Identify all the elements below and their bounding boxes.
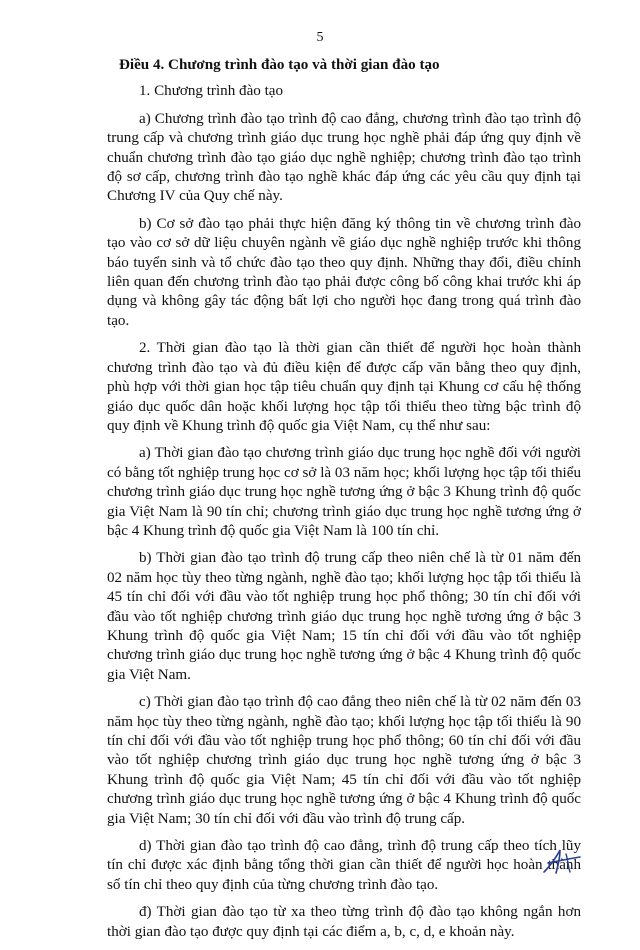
paragraph-2c: c) Thời gian đào tạo trình độ cao đẳng theo niên chế là từ 02 năm đến 03 năm học tùy theo từng ngành, nghề đào tạo; khối lượng học tập tối thiểu là 90 tín chỉ đối với đầu vào tốt nghiệp trung học phổ thông; 60 tín chỉ đối với đầu vào tốt nghiệp chương trình giáo dục trung học nghề tương ứng ở bậc 3 Khung trình độ quốc gia Việt Nam; 45 tín chỉ đối với đầu vào tốt nghiệp chương trình giáo dục trung học nghề tương ứng ở bậc 4 Khung trình độ quốc gia Việt Nam; 30 tín chỉ đối với đầu vào trình độ trung cấp. xyxy=(107,694,581,827)
paragraph-2dd: đ) Thời gian đào tạo từ xa theo từng trình độ đào tạo không ngắn hơn thời gian đào tạo được quy định tại các điểm a, b, c, d, e khoản này. xyxy=(107,904,581,940)
signature-initials xyxy=(538,846,586,876)
paragraph-2a: a) Thời gian đào tạo chương trình giáo dục trung học nghề đối với người có bằng tốt nghiệp trung học cơ sở là 03 năm học; khối lượng học tập tối thiểu chương trình giáo dục trung học nghề tương ứng ở bậc 3 Khung trình độ quốc gia Việt Nam là 90 tín chỉ; chương trình giáo dục trung học nghề tương ứng ở bậc 4 Khung trình độ quốc gia Việt Nam là 100 tín chỉ. xyxy=(107,445,581,539)
article-heading: Điều 4. Chương trình đào tạo và thời gian đào tạo xyxy=(119,57,440,73)
paragraph-section-2: 2. Thời gian đào tạo là thời gian cần thiết để người học hoàn thành chương trình đào tạo và đủ điều kiện để được cấp văn bằng theo quy định, phù hợp với thời gian học tập tiêu chuẩn quy định tại Khung cơ cấu hệ thống giáo dục quốc dân hoặc khối lượng học tập tối thiểu theo từng bậc trình độ quy định về Khung trình độ quốc gia Việt Nam, cụ thể như sau: xyxy=(107,340,581,434)
paragraph-1a: a) Chương trình đào tạo trình độ cao đẳng, chương trình đào tạo trình độ trung cấp và chương trình giáo dục trung học nghề phải đáp ứng quy định về chuẩn chương trình đào tạo giáo dục nghề nghiệp; chương trình đào tạo trình độ sơ cấp, chương trình đào tạo nghề khác đáp ứng các yêu cầu quy định tại Chương IV của Quy chế này. xyxy=(107,110,581,205)
paragraph-2b: b) Thời gian đào tạo trình độ trung cấp theo niên chế là từ 01 năm đến 02 năm học tùy theo từng ngành, nghề đào tạo; khối lượng học tập tối thiểu là 45 tín chỉ đối với đầu vào tốt nghiệp trung học phổ thông; 30 tín chỉ đối với đầu vào tốt nghiệp chương trình giáo dục trung học nghề tương ứng ở bậc 3 Khung trình độ quốc gia Việt Nam; 15 tín chỉ đối với đầu vào tốt nghiệp chương trình giáo dục trung học nghề tương ứng ở bậc 4 Khung trình độ quốc gia Việt Nam. xyxy=(107,550,581,683)
document-body xyxy=(107,56,581,950)
page-number: 5 xyxy=(316,30,324,45)
paragraph-2d: d) Thời gian đào tạo trình độ cao đẳng, trình độ trung cấp theo tích lũy tín chỉ được xác định bằng tổng thời gian cần thiết để người học hoàn thành số tín chỉ theo quy định của từng chương trình đào tạo. xyxy=(107,838,581,893)
paragraph-1b: b) Cơ sở đào tạo phải thực hiện đăng ký thông tin về chương trình đào tạo vào cơ sở dữ liệu chuyên ngành về giáo dục nghề nghiệp trước khi thông báo tuyển sinh và tổ chức đào tạo theo quy định. Những thay đổi, điều chỉnh liên quan đến chương trình đào tạo phải được công bố công khai trước khi áp dụng và không gây tác động bất lợi cho người học đang trong quá trình đào tạo. xyxy=(107,215,581,329)
paragraph-section-1: 1. Chương trình đào tạo xyxy=(139,83,284,100)
